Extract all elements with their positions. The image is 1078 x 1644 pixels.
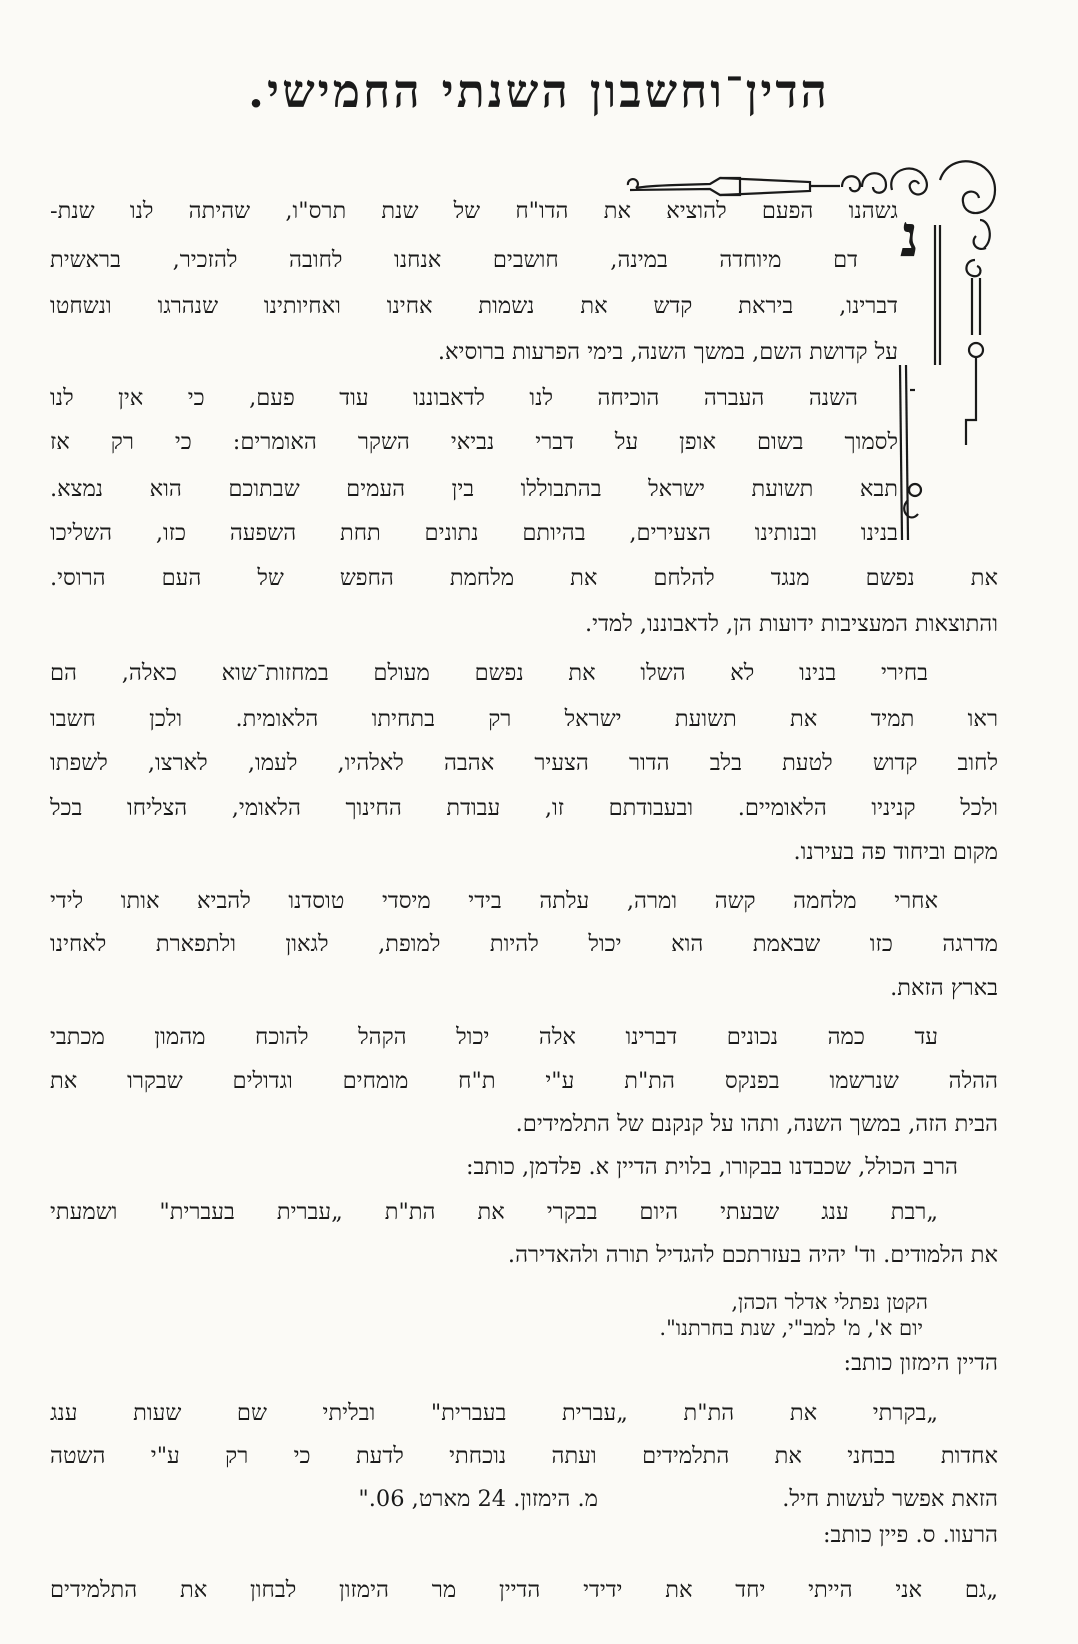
text-line: „רבת ענג שבעתי היום בבקרי את הת"ת „עברית בעברית" ושמעתי [50,1199,938,1225]
text-line: עד כמה נכונים דברינו אלה יכול הקהל להוכח מהמון מכתבי [50,1024,938,1050]
text-line: בנינו ובנותינו הצעירים, בהיותם נתונים תחת השפעה כזו, השליכו [50,520,898,546]
text-line: ההלה שנרשמו בפנקס הת"ת ע"י ת"ח מומחים וגדולים שבקרו את [50,1068,998,1094]
text-line: תבא תשועת ישראל בהתבוללו בין העמים שבתוכם הוא נמצא. [50,476,898,502]
text-line: מקום וביחוד פה בעירנו. [793,839,998,865]
text-line: בארץ הזאת. [890,975,998,1001]
text-line: הזאת אפשר לעשות חיל. [782,1486,998,1512]
text-line: הרעוו. ס. פיין כותב: [822,1522,998,1548]
text-line: לסמוך בשום אופן על דברי נביאי השקר האומרים: כי רק אז [50,429,898,455]
text-line: „בקרתי את הת"ת „עברית בעברית" ובליתי שם שעות ענג [50,1400,938,1426]
text-line: בחירי בנינו לא השלו את נפשם מעולם במחזות־שוא כאלה, הם [50,660,928,686]
text-line: דברינו, ביראת קדש את נשמות אחינו ואחיותינו שנהרגו ונשחטו [50,293,898,319]
signature-line: הקטן נפתלי אדלר הכהן, [731,1290,928,1314]
text-line: אחרי מלחמה קשה ומרה, עלתה בידי מיסדי טוסדנו להביא אותו לידי [50,888,938,914]
text-line: הבית הזה, במשך השנה, ותהו על קנקנם של התלמידים. [515,1111,998,1137]
drop-cap: נ [900,202,919,270]
text-line: ראו תמיד את תשועת ישראל רק בתחיתו הלאומית. ולכן חשבו [50,706,998,732]
text-line: על קדושת השם, במשך השנה, בימי הפרעות ברוסיא. [437,339,898,365]
text-line: את נפשם מנגד להלחם את מלחמת החפש של העם הרוסי. [50,565,998,591]
text-line: והתוצאות המעציבות ידועות הן, לדאבוננו, למדי. [585,611,998,637]
text-line: את הלמודים. וד' יהיה בעזרתכם להגדיל תורה ולהאדירה. [507,1242,998,1268]
text-line: דם מיוחדה במינה, חושבים אנחנו לחובה להזכיר, בראשית [50,247,858,273]
signature-line: יום א', מ' למב"י, שנת בחרתנו". [659,1316,923,1340]
text-line: גשהנו הפעם להוציא את הדו"ח של שנת תרס"ו, שהיתה לנו שנת- [50,198,898,224]
text-line: אחדות בבחני את התלמידים ועתה נוכחתי לדעת כי רק ע"י השטה [50,1443,998,1469]
page-title: הדין־וחשבון השנתי החמישי. [248,64,830,118]
text-line: „גם אני הייתי יחד את ידידי הדיין מר הימזון לבחון את התלמידים [50,1577,998,1603]
text-line: מדרגה כזו שבאמת הוא יכול להיות למופת, לגאון ולתפארת לאחינו [50,931,998,957]
text-line: השנה העברה הוכיחה לנו לדאבוננו עוד פעם, כי אין לנו [50,385,858,411]
text-line: לחוב קדוש לטעת בלב הדור הצעיר אהבה לאלהיו, לעמו, לארצו, לשפתו [50,750,998,776]
text-line: הרב הכולל, שכבדנו בבקורו, בלוית הדיין א. פלדמן, כותב: [465,1154,958,1180]
text-line: ולכל קניניו הלאומיים. ובעבודתם זו, עבודת החינוך הלאומי, הצליחו בכל [50,795,998,821]
signature-line: מ. הימזון. 24 מארט, 06." [358,1486,598,1512]
text-line: הדיין הימזון כותב: [843,1350,998,1376]
